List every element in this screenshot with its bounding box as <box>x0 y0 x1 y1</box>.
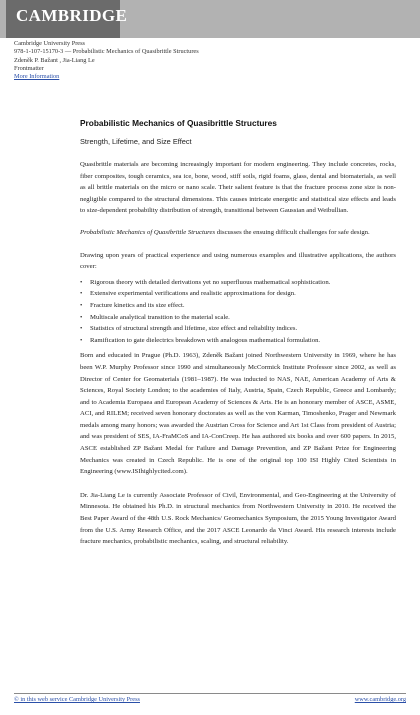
isbn-line: 978-1-107-15170-3 — Probabilistic Mechanics of Quasibrittle Structures <box>14 48 199 56</box>
authors-line: Zdeněk P. Bažant , Jia-Liang Le <box>14 56 95 64</box>
list-item: • Ramification to gate dielectrics breakdown with analogous mathematical formulation. <box>80 335 396 347</box>
footer-divider <box>14 693 406 694</box>
discusses-paragraph <box>80 227 396 239</box>
publisher-name: Cambridge University Press <box>14 40 86 47</box>
list-item: • Statistics of structural strength and lifetime, size effect and reliability indices. <box>80 323 396 335</box>
list-item: • Rigorous theory with detailed derivations yet no superfluous mathematical sophistication. <box>80 277 396 289</box>
drawing-paragraph: Drawing upon years of practical experience and using numerous examples and illustrative applications, the authors cover: <box>80 251 396 271</box>
intro-paragraph: Quasibrittle materials are becoming increasingly important for modern engineering. They include concretes, rocks, fiber composites, tough ceramics, sea ice, bone, wood, stiff soils, rigid foams, glass, dental and biomaterials, as well as all brittle materials on the micro or nano scale. Their salient feature is that the fracture process zone size is non-negligible compared to the structural dimensions. This causes intricate energetic and statistical size effects and leads to size-dependent probability distribution of strength, transitional between Gaussian and Weibullian. <box>80 161 396 215</box>
page-content <box>80 118 396 558</box>
topics-list <box>80 277 396 347</box>
list-item: • Fracture kinetics and its size effect. <box>80 300 396 312</box>
copyright-link[interactable]: © in this web service Cambridge University Press <box>14 696 140 703</box>
website-link[interactable]: www.cambridge.org <box>354 696 406 703</box>
discusses-rest: discusses the ensuing difficult challenges for safe design. <box>215 229 370 237</box>
list-item: • Multiscale analytical transition to the material scale. <box>80 312 396 324</box>
discusses-title: Probabilistic Mechanics of Quasibrittle Structures <box>80 229 216 237</box>
section-label: Frontmatter <box>14 64 44 72</box>
list-item: • Extensive experimental verifications and realistic approximations for design. <box>80 288 396 300</box>
logo-text: CAMBRIDGE <box>16 6 128 25</box>
header-banner <box>0 0 420 38</box>
le-biography: Dr. Jia-Liang Le is currently Associate Professor of Civil, Environmental, and Geo-Engineering at the University of Minnesota. He obtained his Ph.D. in structural mechanics from Northwestern University in 2010. He received the Best Paper Award of the 48th U.S. Rock Mechanics/ Geomechanics Symposium, the 2015 Young Investigator Award from the U.S. Army Research Office, and the 2017 ASCE Leonardo da Vinci Award. His research interests include fracture mechanics, probabilistic mechanics, scaling, and structural reliability. <box>80 491 396 546</box>
more-information-link[interactable]: More Information <box>14 73 60 81</box>
book-title: Probabilistic Mechanics of Quasibrittle Structures <box>80 118 277 128</box>
book-subtitle: Strength, Lifetime, and Size Effect <box>80 137 192 146</box>
cambridge-logo[interactable] <box>6 0 128 38</box>
book-metadata <box>14 40 199 81</box>
bazant-biography: Born and educated in Prague (Ph.D. 1963), Zdeněk Bažant joined Northwestern University in 1969, where he has been W.P. Murphy Professor since 1990 and simultaneously McCormick Institute Professor since 2002, as well as Director of Center for Geomaterials (1981–1987). He was inducted to NAS, NAE, American Academy of Arts & Sciences, Royal Society London; to the academies of Italy, Austria, Spain, Czech Republic, Greece and Lombardy; and to Academia Europaea and European Academy of Sciences & Arts. He is an honorary member of ASCE, ASME, ACI, and RILEM; received seven honorary doctorates as well as the von Karman, Timoshenko, Prager and Newmark medals among many honors; was awarded the Austrian Cross for Science and Art 1st Class from president of Austria; and was president of SES, IA-FraMCoS and IA-ConCreep. He has authored six books and over 600 papers. In 2015, ASCE established ZP Bažant Medal for Failure and Damage Prevention, and ZP Bažant Prize for Engineering Mechanics was created in Czech Republic. He is one of the original top 100 ISI Highly Cited Scientists in Engineering (www.ISIhighlycited.com). <box>80 352 396 476</box>
